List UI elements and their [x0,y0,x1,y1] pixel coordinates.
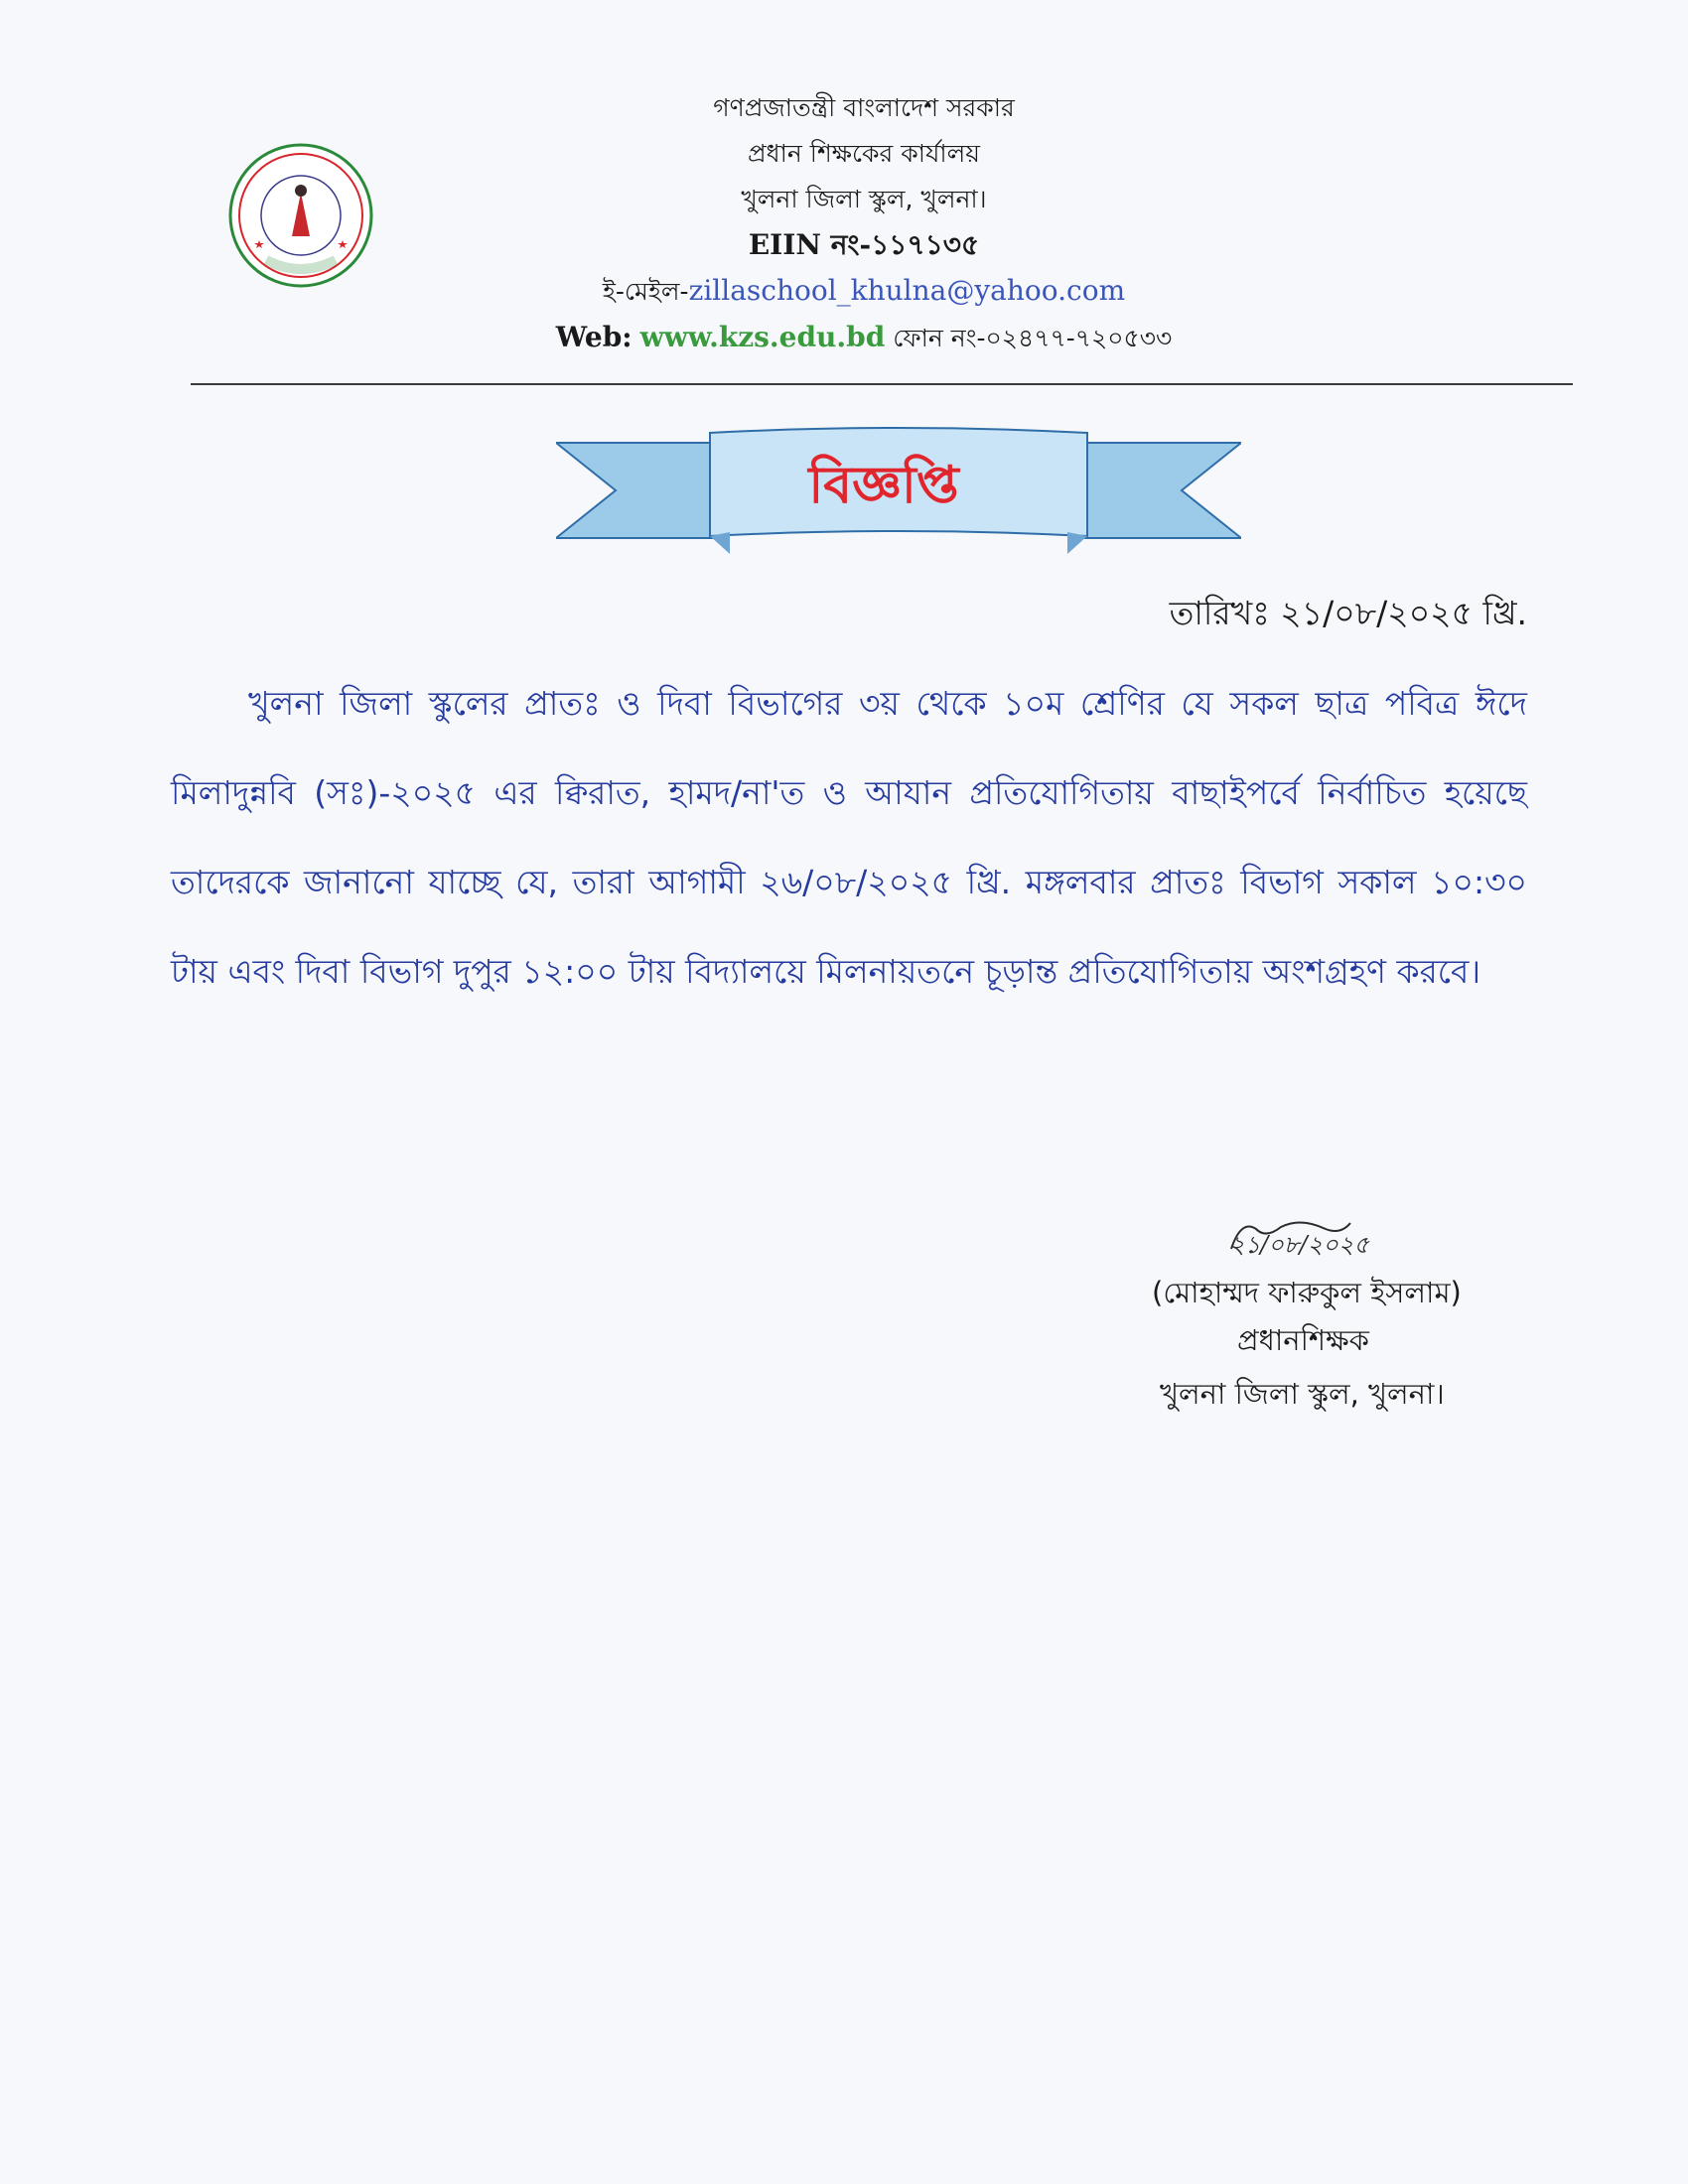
header-divider [191,383,1573,385]
letterhead-office: প্রধান শিক্ষকের কার্যালয় [748,139,980,168]
notice-date: তারিখঃ ২১/০৮/২০২৫ খ্রি. [1169,594,1527,632]
letterhead-school: খুলনা জিলা স্কুল, খুলনা। [741,185,987,213]
web-link[interactable]: www.kzs.edu.bd [639,321,886,353]
school-logo [226,141,375,290]
signer-name: (মোহাম্মদ ফারুকুল ইসলাম) [1152,1276,1462,1309]
notice-body: খুলনা জিলা স্কুলের প্রাতঃ ও দিবা বিভাগের ৩য় থেকে ১০ম শ্রেণির যে সকল ছাত্র পবিত্র ঈদে মিলাদুন্নবি (সঃ)-২০২৫ এর ক্বিরাত, হামদ/না'ত ও আযান প্রতিযোগিতায় বাছাইপর্বে নির্বাচিত হয়েছে তাদেরকে জানানো যাচ্ছে যে, তারা আগামী ২৬/০৮/২০২৫ খ্রি. মঙ্গলবার প্রাতঃ বিভাগ সকাল ১০:৩০ টায় এবং দিবা বিভাগ দুপুর ১২:০০ টায় বিদ্যালয়ে মিলনায়তনে চূড়ান্ত প্রতিযোগিতায় অংশগ্রহণ করবে। [171,684,1527,991]
letterhead [437,85,1291,361]
signer-school: খুলনা জিলা স্কুল, খুলনা। [1160,1377,1445,1411]
letterhead-email-line [437,268,1291,315]
email-label: ই-মেইল- [602,277,689,306]
letterhead-government: গণপ্রজাতন্ত্রী বাংলাদেশ সরকার [713,93,1015,122]
letterhead-web-line [437,315,1291,361]
web-label: Web: [555,321,633,353]
letterhead-eiin: EIIN নং-১১৭১৩৫ [748,228,980,261]
notice-title: বিজ্ঞপ্তি [808,456,959,515]
signer-title: প্রধানশিক্ষক [1237,1323,1369,1357]
email-link[interactable]: zillaschool_khulna@yahoo.com [688,274,1126,307]
signature-date: ২১/০৮/২০২৫ [1229,1231,1369,1259]
phone-number: ফোন নং-০২৪৭৭-৭২০৫৩৩ [893,324,1173,352]
